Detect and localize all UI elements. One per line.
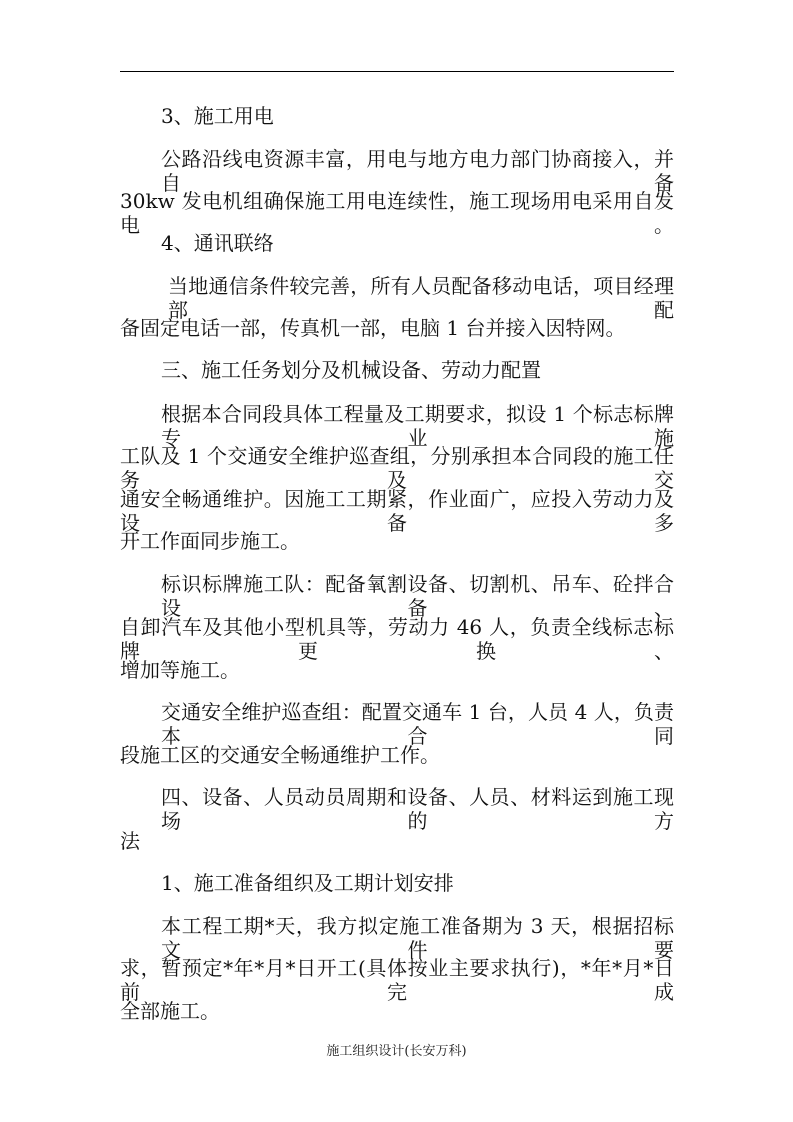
- paragraph-line: 根据本合同段具体工程量及工期要求，拟设 1 个标志标牌专业施: [161, 402, 674, 450]
- paragraph-line: 通安全畅通维护。因施工工期紧，作业面广，应投入劳动力及设备多: [120, 487, 674, 535]
- heading-task-division: 三、施工任务划分及机械设备、劳动力配置: [161, 358, 541, 382]
- paragraph-line: 备固定电话一部，传真机一部，电脑 1 台并接入因特网。: [120, 316, 626, 340]
- paragraph-line: 增加等施工。: [120, 658, 240, 682]
- paragraph-line: 公路沿线电资源丰富，用电与地方电力部门协商接入，并自备: [161, 147, 674, 195]
- paragraph-line: 段施工区的交通安全畅通维护工作。: [120, 743, 440, 767]
- paragraph-line: 标识标牌施工队：配备氧割设备、切割机、吊车、砼拌合设备、: [161, 572, 674, 620]
- header-rule: [120, 71, 674, 72]
- heading-mobilization-cont: 法: [120, 829, 140, 853]
- paragraph-line: 当地通信条件较完善，所有人员配备移动电话，项目经理部配: [168, 274, 674, 322]
- page-footer: 施工组织设计(长安万科): [326, 1044, 467, 1059]
- paragraph-line: 工队及 1 个交通安全维护巡查组，分别承担本合同段的施工任务及交: [120, 444, 674, 492]
- paragraph-line: 全部施工。: [120, 999, 220, 1023]
- paragraph-line: 交通安全维护巡查组：配置交通车 1 台，人员 4 人，负责本合同: [161, 700, 674, 748]
- paragraph-line: 求，暂预定*年*月*日开工(具体按业主要求执行)，*年*月*日前完成: [120, 956, 674, 1004]
- heading-communications: 4、通讯联络: [161, 231, 274, 255]
- paragraph-line: 开工作面同步施工。: [120, 529, 300, 553]
- heading-mobilization: 四、设备、人员动员周期和设备、人员、材料运到施工现场的方: [161, 785, 674, 833]
- paragraph-line: 自卸汽车及其他小型机具等，劳动力 46 人，负责全线标志标牌更换、: [120, 615, 674, 663]
- paragraph-line: 本工程工期*天，我方拟定施工准备期为 3 天，根据招标文件要: [161, 914, 674, 962]
- heading-schedule: 1、施工准备组织及工期计划安排: [161, 871, 454, 895]
- heading-power-supply: 3、施工用电: [161, 104, 274, 128]
- paragraph-line: 30kw 发电机组确保施工用电连续性，施工现场用电采用自发电。: [120, 189, 674, 237]
